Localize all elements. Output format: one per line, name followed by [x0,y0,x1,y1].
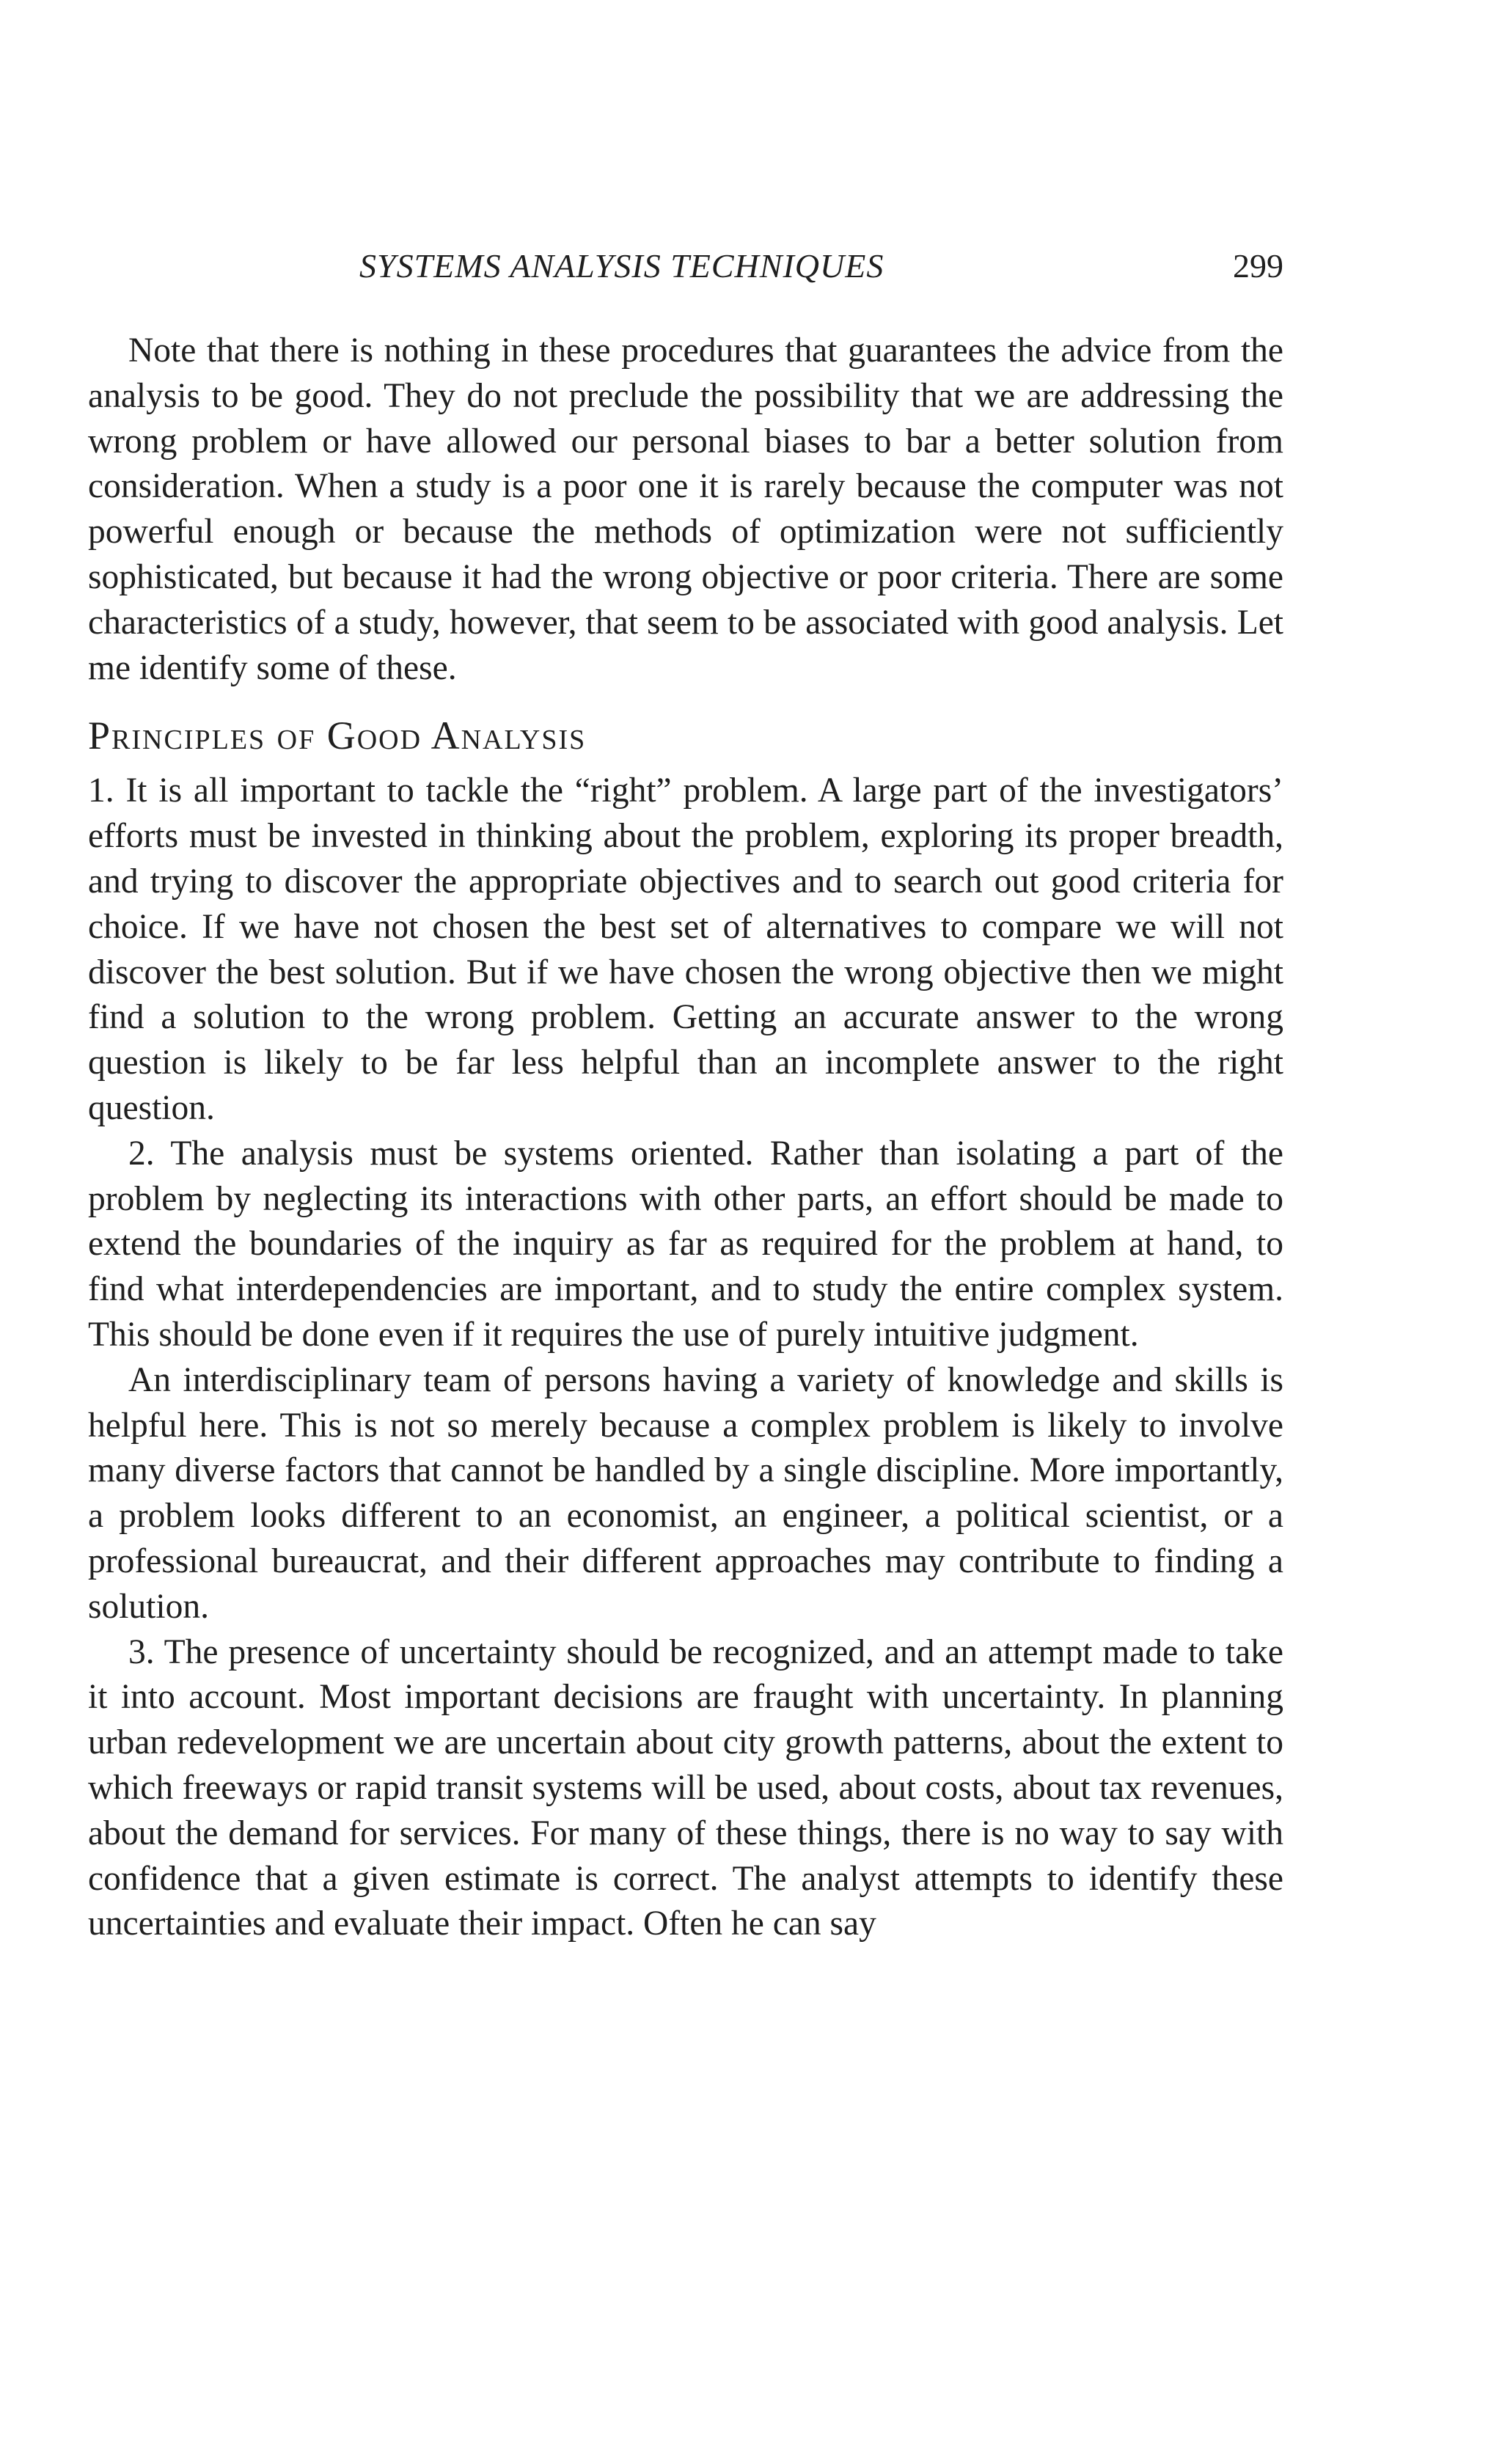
principle-3-paragraph: 3. The presence of uncertainty should be recognized, and an attempt made to take it into account. Most important decisions are fraught with uncertainty. In planning urban redevelopment we are uncertain about city growth patterns, about the extent to which freeways or rapid transit systems will be used, about costs, about tax revenues, about the demand for services. For many of these things, there is no way to say with confidence that a given estimate is correct. The analyst attempts to identify these uncertainties and evaluate their impact. Often he can say [88,1632,1283,1943]
principle-2-paragraph: 2. The analysis must be systems oriented. Rather than isolating a part of the problem by neglecting its interactions with other parts, an effort should be made to extend the boundaries of the inquiry as far as required for the problem at hand, to find what interdependencies are important, and to study the entire complex system. This should be done even if it requires the use of purely intuitive judgment. [88,1134,1283,1354]
book-page [88,0,1283,2464]
running-title: SYSTEMS ANALYSIS TECHNIQUES [359,247,884,285]
running-head [88,246,1283,290]
page-number: 299 [1233,247,1283,285]
principle-2-continued-paragraph: An interdisciplinary team of persons having a variety of knowledge and skills is helpful here. This is not so merely because a complex problem is likely to involve many diverse factors that cannot be handled by a single discipline. More importantly, a problem looks different to an economist, an engineer, a political scientist, or a professional bureaucrat, and their different approaches may contribute to finding a solution. [88,1360,1283,1626]
section-heading: Principles of Good Analysis [88,714,587,758]
body-text [88,329,1283,1947]
principle-1-paragraph: 1. It is all important to tackle the “right” problem. A large part of the investigators’ efforts must be invested in thinking about the problem, exploring its proper breadth, and trying to discover the appropriate objectives and to search out good criteria for choice. If we have not chosen the best set of alternatives to compare we will not discover the best solution. But if we have chosen the wrong objective then we might find a solution to the wrong problem. Getting an accurate answer to the wrong question is likely to be far less helpful than an incomplete answer to the right question. [88,771,1283,1127]
intro-paragraph: Note that there is nothing in these procedures that guarantees the advice from the analysis to be good. They do not preclude the possibility that we are addressing the wrong problem or have allowed our personal biases to bar a better solution from consideration. When a study is a poor one it is rarely because the computer was not powerful enough or because the methods of optimization were not sufficiently sophisticated, but because it had the wrong objective or poor criteria. There are some characteristics of a study, however, that seem to be associated with good analysis. Let me identify some of these. [88,331,1283,687]
